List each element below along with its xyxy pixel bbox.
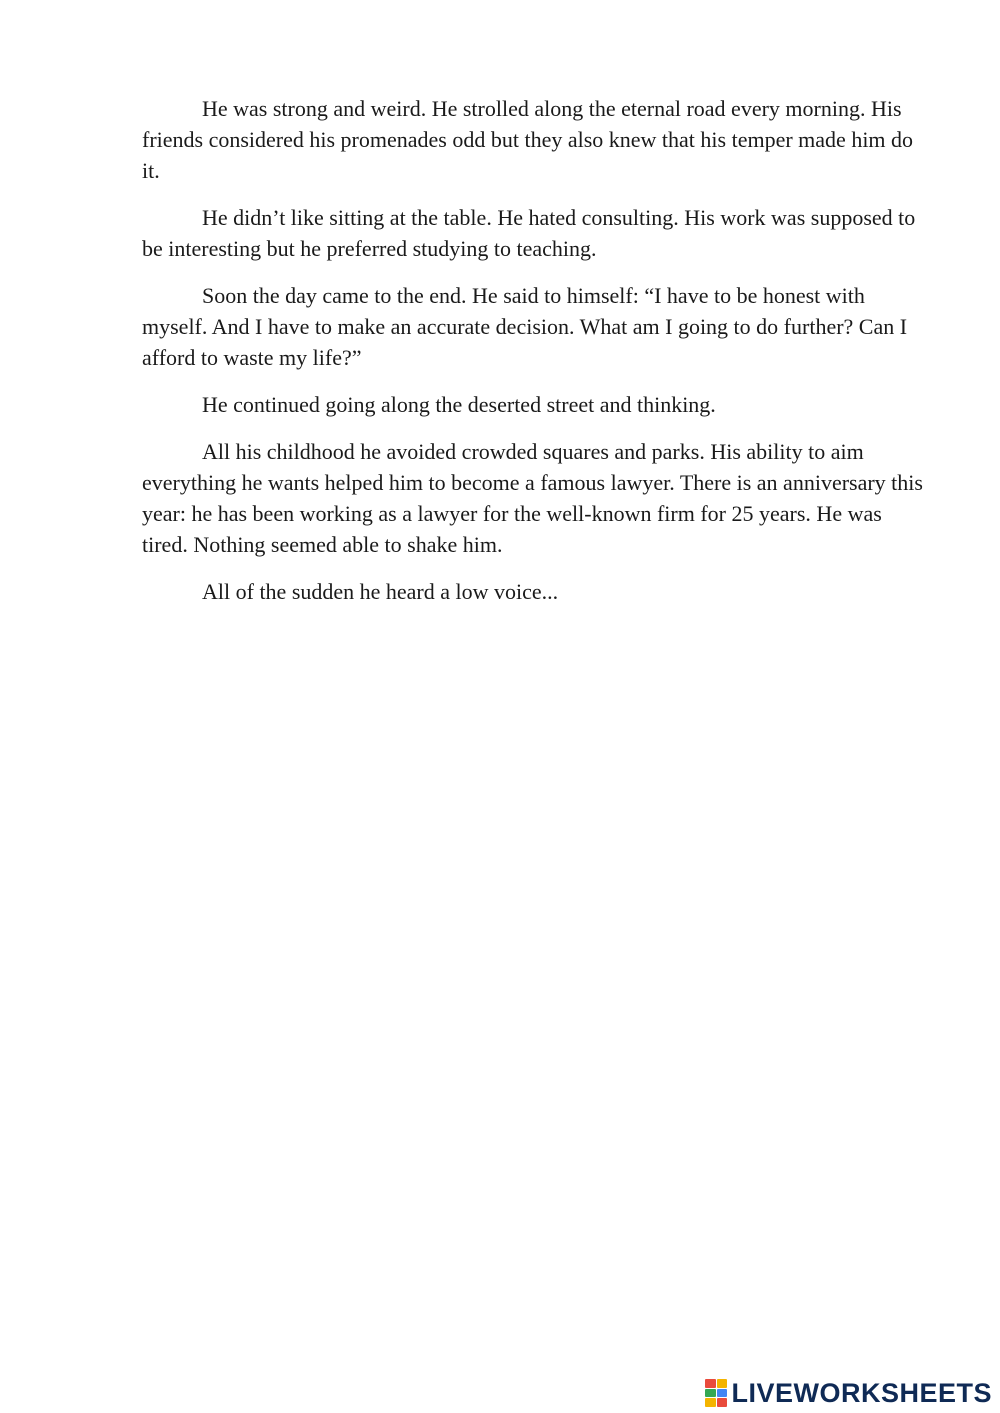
logo-square	[705, 1398, 716, 1407]
logo-square	[705, 1379, 716, 1388]
watermark-text: LIVEWORKSHEETS	[731, 1378, 992, 1408]
liveworksheets-watermark	[705, 1377, 992, 1409]
story-text	[142, 93, 926, 623]
paragraph-1: He was strong and weird. He strolled along the eternal road every morning. His friends considered his promenades odd but they also knew that his temper made him do it.	[142, 96, 914, 183]
paragraph-6: All of the sudden he heard a low voice...	[202, 579, 559, 604]
logo-square	[717, 1389, 728, 1398]
logo-square	[717, 1379, 728, 1388]
paragraph-4: He continued going along the deserted street and thinking.	[202, 392, 716, 417]
paragraph-5: All his childhood he avoided crowded squares and parks. His ability to aim everything he wants helped him to become a famous lawyer. There is an anniversary this year: he has been working as a lawyer for the well-known firm for 25 years. He was tired. Nothing seemed able to shake him.	[142, 439, 923, 557]
paragraph-2: He didn’t like sitting at the table. He hated consulting. His work was supposed to be interesting but he preferred studying to teaching.	[142, 205, 916, 261]
liveworksheets-logo-icon	[705, 1379, 727, 1407]
paragraph-3: Soon the day came to the end. He said to himself: “I have to be honest with myself. And I have to make an accurate decision. What am I going to do further? Can I afford to waste my life?”	[142, 283, 908, 370]
logo-square	[717, 1398, 728, 1407]
logo-square	[705, 1389, 716, 1398]
